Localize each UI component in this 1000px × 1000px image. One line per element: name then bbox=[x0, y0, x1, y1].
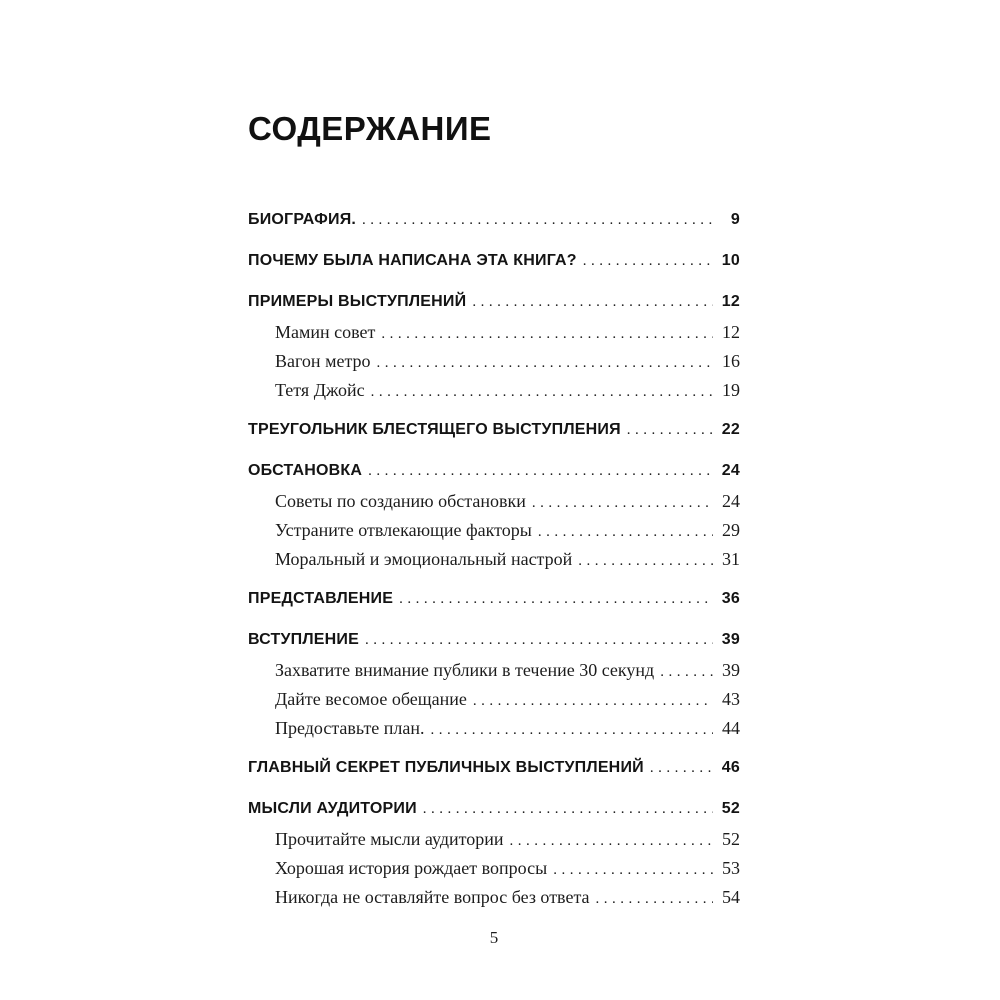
toc-entry-label: Захватите внимание публики в течение 30 секунд bbox=[275, 659, 655, 680]
toc-entry-page: 24 bbox=[722, 490, 740, 511]
toc-entry bbox=[248, 759, 740, 788]
toc-entry bbox=[248, 421, 740, 450]
toc-entry-page: 31 bbox=[722, 548, 740, 569]
toc-dot-leader bbox=[431, 722, 713, 739]
toc-entry-label: Вагон метро bbox=[275, 350, 371, 371]
toc-entry-label: Советы по созданию обстановки bbox=[275, 490, 526, 511]
toc-dot-leader bbox=[423, 801, 713, 818]
toc-entry bbox=[248, 829, 740, 858]
toc-entry-page: 16 bbox=[722, 350, 740, 371]
toc-entry bbox=[248, 689, 740, 718]
toc-entry bbox=[248, 211, 740, 240]
toc-entry-label: ПОЧЕМУ БЫЛА НАПИСАНА ЭТА КНИГА? bbox=[248, 251, 577, 269]
toc-entry-label: ОБСТАНОВКА bbox=[248, 461, 363, 479]
toc-dot-leader bbox=[627, 422, 713, 439]
toc-entry bbox=[248, 293, 740, 322]
toc-entry-page: 22 bbox=[721, 420, 740, 438]
toc-entry bbox=[248, 351, 740, 380]
toc-entry-page: 44 bbox=[722, 717, 740, 738]
toc-entry-page: 53 bbox=[722, 857, 740, 878]
toc-dot-leader bbox=[381, 326, 713, 343]
toc-dot-leader bbox=[377, 355, 713, 372]
toc-entry-label: Мамин совет bbox=[275, 321, 376, 342]
toc-entry-page: 19 bbox=[722, 379, 740, 400]
toc-entry-page: 36 bbox=[721, 589, 740, 607]
toc-dot-leader bbox=[510, 833, 714, 850]
toc-entry-label: Предоставьте план. bbox=[275, 717, 425, 738]
toc-entry bbox=[248, 631, 740, 660]
toc-entry-page: 39 bbox=[722, 659, 740, 680]
toc-dot-leader bbox=[660, 664, 713, 681]
toc-entry bbox=[248, 549, 740, 578]
toc-entry-label: Тетя Джойс bbox=[275, 379, 365, 400]
contents-column bbox=[248, 112, 740, 916]
toc-entry-page: 52 bbox=[722, 828, 740, 849]
toc-entry bbox=[248, 491, 740, 520]
toc-list bbox=[248, 211, 740, 916]
toc-entry-label: ПРИМЕРЫ ВЫСТУПЛЕНИЙ bbox=[248, 292, 467, 310]
toc-dot-leader bbox=[371, 384, 713, 401]
toc-dot-leader bbox=[532, 495, 713, 512]
toc-entry-page: 29 bbox=[722, 519, 740, 540]
toc-entry bbox=[248, 380, 740, 409]
toc-dot-leader bbox=[473, 693, 713, 710]
toc-entry-page: 24 bbox=[721, 461, 740, 479]
toc-entry-label: Прочитайте мысли аудитории bbox=[275, 828, 504, 849]
contents-title: СОДЕРЖАНИЕ bbox=[248, 110, 492, 147]
toc-entry bbox=[248, 858, 740, 887]
toc-entry-page: 52 bbox=[721, 799, 740, 817]
toc-dot-leader bbox=[596, 891, 713, 908]
toc-entry-label: ГЛАВНЫЙ СЕКРЕТ ПУБЛИЧНЫХ ВЫСТУПЛЕНИЙ bbox=[248, 758, 644, 776]
toc-entry-label: Дайте весомое обещание bbox=[275, 688, 467, 709]
toc-entry bbox=[248, 322, 740, 351]
toc-dot-leader bbox=[399, 591, 713, 608]
toc-entry bbox=[248, 800, 740, 829]
toc-entry bbox=[248, 718, 740, 747]
toc-entry-page: 39 bbox=[721, 630, 740, 648]
toc-dot-leader bbox=[583, 253, 713, 270]
toc-dot-leader bbox=[538, 524, 713, 541]
toc-entry-label: Устраните отвлекающие факторы bbox=[275, 519, 532, 540]
toc-dot-leader bbox=[578, 553, 713, 570]
toc-entry-page: 9 bbox=[730, 210, 740, 228]
toc-entry-label: ТРЕУГОЛЬНИК БЛЕСТЯЩЕГО ВЫСТУПЛЕНИЯ bbox=[248, 420, 621, 438]
toc-entry-label: Моральный и эмоциональный настрой bbox=[275, 548, 573, 569]
toc-entry bbox=[248, 887, 740, 916]
toc-dot-leader bbox=[365, 632, 713, 649]
toc-entry-label: МЫСЛИ АУДИТОРИИ bbox=[248, 799, 417, 817]
toc-entry bbox=[248, 252, 740, 281]
toc-entry-page: 43 bbox=[722, 688, 740, 709]
toc-entry-label: БИОГРАФИЯ. bbox=[248, 210, 357, 228]
toc-entry-page: 10 bbox=[721, 251, 740, 269]
toc-dot-leader bbox=[553, 862, 713, 879]
toc-entry-page: 12 bbox=[722, 321, 740, 342]
folio-page-number: 5 bbox=[489, 928, 499, 947]
toc-entry bbox=[248, 590, 740, 619]
toc-dot-leader bbox=[650, 760, 713, 777]
toc-entry-page: 12 bbox=[721, 292, 740, 310]
toc-entry-page: 46 bbox=[721, 758, 740, 776]
toc-dot-leader bbox=[472, 294, 713, 311]
toc-dot-leader bbox=[368, 463, 713, 480]
toc-dot-leader bbox=[362, 212, 713, 229]
toc-entry-label: ВСТУПЛЕНИЕ bbox=[248, 630, 359, 648]
toc-entry-page: 54 bbox=[722, 886, 740, 907]
toc-entry-label: Никогда не оставляйте вопрос без ответа bbox=[275, 886, 590, 907]
toc-entry bbox=[248, 520, 740, 549]
toc-entry bbox=[248, 660, 740, 689]
toc-entry-label: Хорошая история рождает вопросы bbox=[275, 857, 548, 878]
toc-entry-label: ПРЕДСТАВЛЕНИЕ bbox=[248, 589, 394, 607]
toc-entry bbox=[248, 462, 740, 491]
